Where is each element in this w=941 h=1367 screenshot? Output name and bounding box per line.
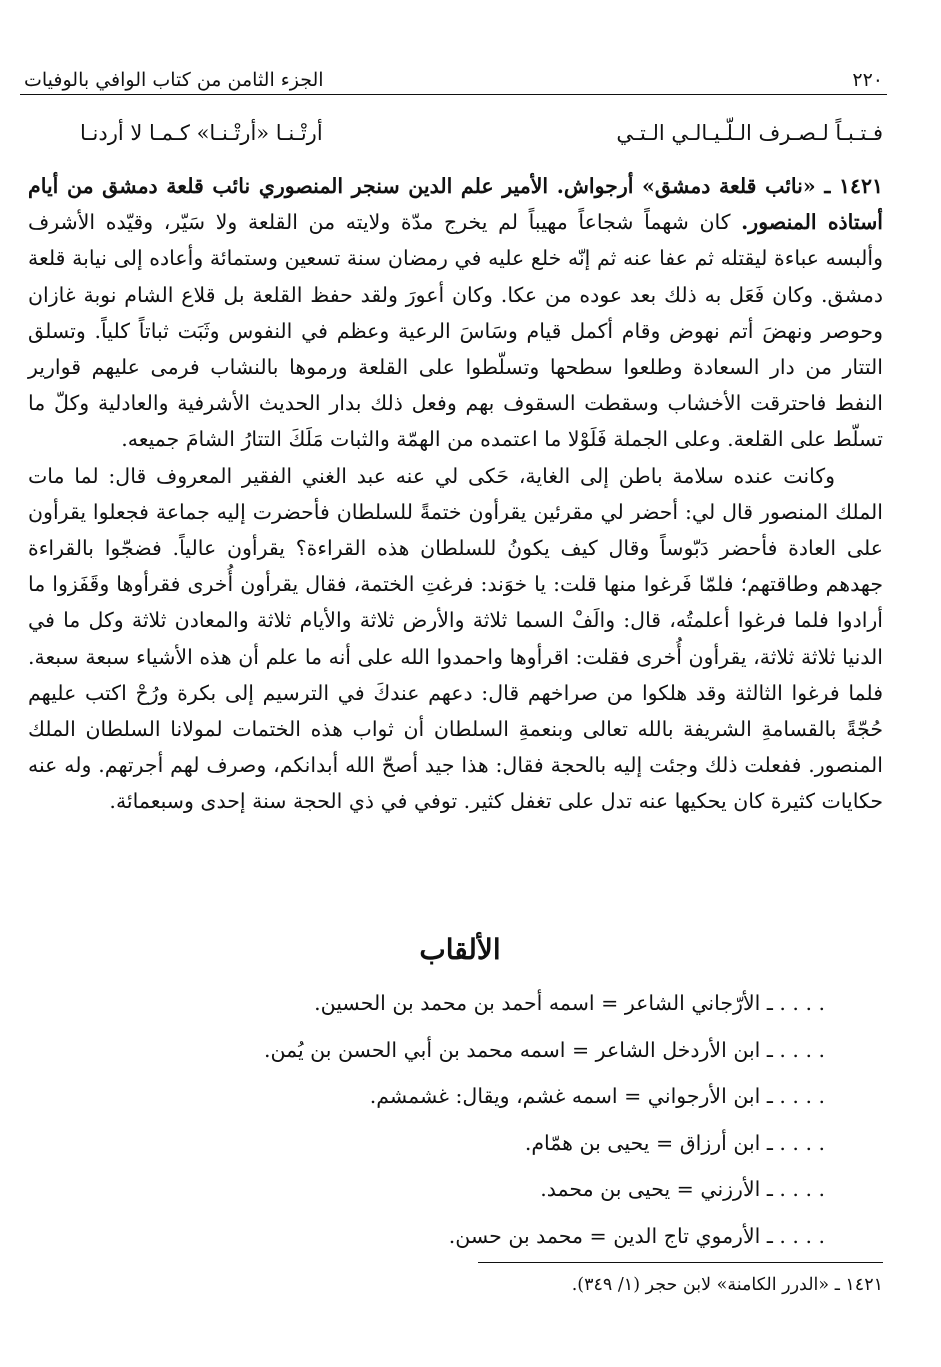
- book-title: الجزء الثامن من كتاب الوافي بالوفيات: [24, 69, 324, 91]
- footnote: ١٤٢١ ـ «الدرر الكامنة» لابن حجر (١/ ٣٤٩).: [571, 1275, 883, 1295]
- verse-first-hemistich: فـتـبـاً لـصـرف الـلّـيـالـي الـتـي: [616, 121, 883, 145]
- list-item: . . . . ـ ابن أرزاق = يحيى بن همّام.: [524, 1130, 825, 1155]
- running-header: [24, 52, 883, 92]
- page-number: ٢٢٠: [852, 69, 883, 91]
- alqab-list: [150, 986, 825, 1265]
- list-item: . . . . ـ ابن الأرجواني = اسمه غشم، ويقال: غشمشم.: [369, 1084, 825, 1108]
- list-item: . . . . ـ ابن الأردخل الشاعر = اسمه محمد بن أبي الحسن بن يُمن.: [263, 1037, 825, 1062]
- list-item: . . . . ـ الأرّجاني الشاعر = اسمه أحمد بن محمد بن الحسين.: [314, 991, 825, 1015]
- list-item: . . . . ـ الأرموي تاج الدين = محمد بن حسن.: [448, 1223, 825, 1248]
- poetry-verse: [80, 118, 883, 152]
- entry-heading: ١٤٢١ ـ «نائب قلعة دمشق» أرجواش. الأمير علم الدين سنجر المنصوري نائب قلعة دمشق من أيام أستاذه المنصور.: [28, 174, 883, 235]
- section-title-alqab: الألقاب: [419, 933, 501, 966]
- entry-body-1: كان شهماً شجاعاً مهيباً لم يخرج مدّة ولايته من القلعة ولا سَيّر، وقيّده الأشرف وألبسه عباءة ليقتله ثم عفا عنه ثم إنّه خلع عليه في رمضان سنة تسعين وستمائة وأعاده إلى نيابة قلعة دمشق. وكان فَعَل به ذلك بعد عوده من عكا. وكان أعورَ ولقد حفظ القلعة بل قلاع الشام نوبة غازان وحوصر ونهضَ أتم نهوض وقام أكمل قيام وسَاسَ الرعية وعظم في النفوس وثَبَت ثباتاً كلياً. وتسلق التتار من دار السعادة وطلعوا سطحها وتسلّطوا على القلعة ورموها بالنشاب فرمى عليهم قوارير النفط فاحترقت الأخشاب وسقطت السقوف بهم وفعل ذلك بدار الحديث الأشرفية والعادلية وكلّ ما تسلّط على القلعة. وعلى الجملة فَلَوْلا ما اعتمده من الهمّة والثبات مَلَكَ التتارُ الشامَ جميعه.: [28, 210, 883, 452]
- entry-paragraph-1: [28, 168, 883, 458]
- header-rule: [20, 94, 887, 95]
- list-item: . . . . ـ الأرزني = يحيى بن محمد.: [540, 1177, 825, 1201]
- footnote-rule: [478, 1262, 883, 1263]
- verse-second-hemistich: أرتْـنـا «أرتْـنـا» كـمـا لا أردنـا: [80, 121, 323, 145]
- biography-entry-1421: [28, 168, 883, 820]
- entry-paragraph-2: وكانت عنده سلامة باطن إلى الغاية، حَكى لي عنه عبد الغني الفقير المعروف قال: لما مات الملك المنصور قال لي: أحضر لي مقرئين يقرأون ختمةً للسلطان فأحضرت إليه جماعة فجعلوا يقرأون على العادة فأحضر دَبّوساً وقال كيف يكونُ للسلطان هذه القراءة؟ يقرأون عالياً. فضجّوا بالقراءة جهدهم وطاقتهم؛ فلمّا فَرغوا منها قلت: يا خوَند: فرغتِ الختمة، فقال يقرأون أُخرى فقرأوها وقَفَزوا ما أرادوا فلما فرغوا أعلمتُه، قال: والَفْ السما ثلاثة والأرض ثلاثة والأيام ثلاثة والمعادن ثلاثة وكل ما في الدنيا ثلاثة ثلاثة، يقرأون أُخرى فقلت: اقرأوها واحمدوا الله على أنه ما علم أن هذه الأشياء سبعة سبعة. فلما فرغوا الثالثة وقد هلكوا من صراخهم قال: دعهم عندكَ في الترسيم إلى بكرة ورُحْ اكتب عليهم حُجّةً بالقسامةِ الشريفة بالله تعالى وبنعمةِ السلطان أن ثواب هذه الختمات لمولانا السلطان الملك المنصور. ففعلت ذلك وجئت إليه بالحجة فقال: هذا جيد أصحّ الله أبدانكم، وصرف لهم أجرتهم. وله عنه حكايات كثيرة كان يحكيها عنه تدل على تغفل كثير. توفي في ذي الحجة سنة إحدى وسبعمائة.: [28, 463, 883, 814]
